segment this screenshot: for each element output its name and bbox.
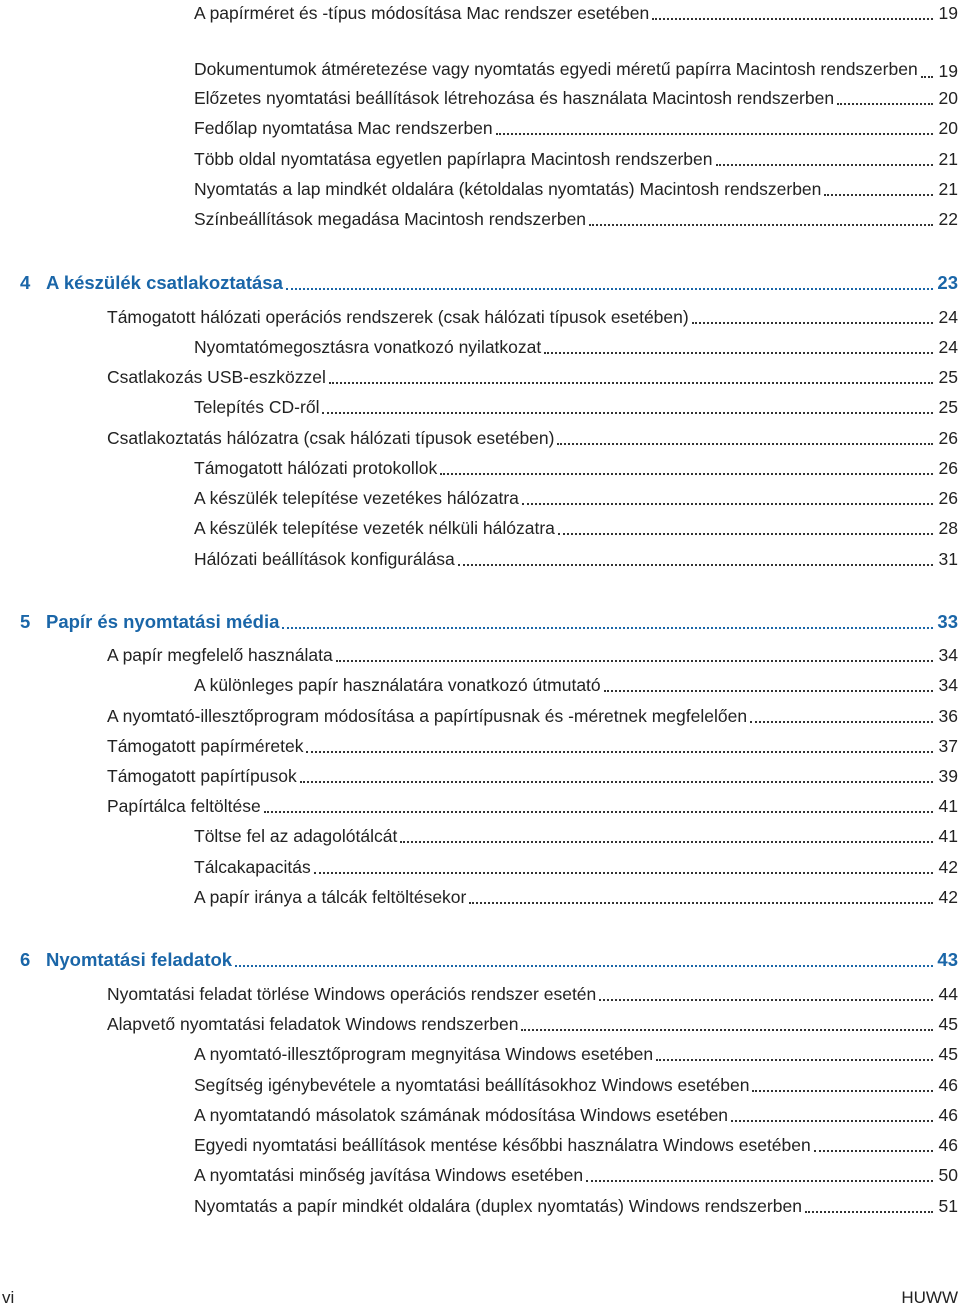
dot-leader	[586, 1180, 933, 1182]
toc-entry-title: Töltse fel az adagolótálcát	[194, 826, 398, 846]
dot-leader	[522, 503, 933, 505]
toc-chapter[interactable]	[20, 603, 958, 633]
toc-chapter[interactable]	[20, 264, 958, 294]
toc-entry-title: Támogatott papírtípusok	[107, 766, 297, 786]
toc-page-number: 19	[938, 3, 958, 23]
toc-entry[interactable]	[107, 1005, 958, 1035]
toc-entry[interactable]	[194, 1035, 958, 1065]
toc-page-number: 33	[937, 611, 958, 632]
dot-leader	[235, 965, 933, 967]
chapter-number: 4	[20, 272, 31, 293]
dot-leader	[837, 103, 933, 105]
toc-entry[interactable]	[107, 636, 958, 666]
toc-entry[interactable]	[107, 757, 958, 787]
toc-entry-title: A nyomtató-illesztőprogram módosítása a papírtípusnak és -méretnek megfelelően	[107, 706, 748, 726]
toc-entry-title: Támogatott hálózati protokollok	[194, 458, 438, 478]
toc-entry-title: Nyomtatás a papír mindkét oldalára (duplex nyomtatás) Windows rendszerben	[194, 1196, 802, 1216]
dot-leader	[264, 811, 933, 813]
toc-entry[interactable]	[107, 727, 958, 757]
toc-entry[interactable]	[194, 848, 958, 878]
dot-leader	[336, 660, 933, 662]
toc-entry-title: Támogatott hálózati operációs rendszerek (csak hálózati típusok esetében)	[107, 307, 689, 327]
toc-page-number: 45	[938, 1014, 958, 1034]
toc-page-number: 26	[938, 428, 958, 448]
toc-page-number: 28	[938, 518, 958, 538]
toc-page-number: 51	[938, 1196, 958, 1216]
toc-entry[interactable]	[194, 449, 958, 479]
toc-entry-title: A papírméret és -típus módosítása Mac rendszer esetében	[194, 3, 650, 23]
toc-page-number: 31	[938, 549, 958, 569]
toc-page-number: 20	[938, 118, 958, 138]
toc-page-number: 41	[938, 796, 958, 816]
dot-leader	[656, 1059, 933, 1061]
toc-page-number: 26	[938, 458, 958, 478]
toc-entry-title: Színbeállítások megadása Macintosh rendszerben	[194, 209, 587, 229]
toc-page-number: 26	[938, 488, 958, 508]
dot-leader	[400, 841, 933, 843]
dot-leader	[306, 751, 933, 753]
chapter-number: 6	[20, 949, 31, 970]
toc-entry[interactable]	[194, 200, 958, 230]
toc-entry-title: Nyomtatási feladat törlése Windows operációs rendszer esetén	[107, 984, 597, 1004]
dot-leader	[814, 1150, 933, 1152]
toc-page-number: 46	[938, 1135, 958, 1155]
toc-page-number: 41	[938, 826, 958, 846]
dot-leader	[824, 194, 933, 196]
toc-page-number: 24	[938, 337, 958, 357]
toc-entry[interactable]	[194, 817, 958, 847]
toc-page-number: 42	[938, 857, 958, 877]
toc-entry-title: Egyedi nyomtatási beállítások mentése későbbi használatra Windows esetében	[194, 1135, 811, 1155]
toc-entry-title: Hálózati beállítások konfigurálása	[194, 549, 455, 569]
dot-leader	[314, 872, 933, 874]
toc-entry[interactable]	[194, 170, 958, 200]
toc-entry[interactable]	[194, 1187, 958, 1217]
toc-entry-title: Előzetes nyomtatási beállítások létrehozása és használata Macintosh rendszerben	[194, 88, 835, 108]
toc-entry[interactable]	[194, 26, 958, 82]
toc-entry-title: A készülék telepítése vezetékes hálózatra	[194, 488, 519, 508]
toc-page-number: 25	[938, 397, 958, 417]
toc-entry-title: Csatlakozás USB-eszközzel	[107, 367, 326, 387]
dot-leader	[300, 781, 933, 783]
toc-entry[interactable]	[194, 140, 958, 170]
toc-entry[interactable]	[194, 479, 958, 509]
toc-entry-title: Dokumentumok átméretezése vagy nyomtatás egyedi méretű papírra Macintosh rendszerben	[194, 59, 918, 79]
dot-leader	[286, 288, 933, 290]
dot-leader	[496, 133, 933, 135]
toc-page-number: 36	[938, 706, 958, 726]
toc-page-number: 43	[937, 949, 958, 970]
footer-doc-code: HUWW	[901, 1288, 958, 1307]
toc-entry-title	[20, 272, 283, 294]
toc-entry-title: Nyomtatómegosztásra vonatkozó nyilatkozat	[194, 337, 542, 357]
toc-page-number: 34	[938, 645, 958, 665]
toc-entry-title: Segítség igénybevétele a nyomtatási beállításokhoz Windows esetében	[194, 1075, 750, 1095]
chapter-title: Papír és nyomtatási média	[46, 611, 280, 632]
toc-entry-title: Telepítés CD-ről	[194, 397, 320, 417]
toc-page-number: 37	[938, 736, 958, 756]
dot-leader	[731, 1120, 933, 1122]
dot-leader	[921, 76, 933, 78]
toc-entry-title: A papír iránya a tálcák feltöltésekor	[194, 887, 467, 907]
toc-entry-title	[20, 611, 279, 633]
chapter-title: Nyomtatási feladatok	[46, 949, 233, 970]
toc-entry-title: A készülék telepítése vezeték nélküli hálózatra	[194, 518, 555, 538]
toc-page-number: 46	[938, 1105, 958, 1125]
toc-entry-title: A nyomtatandó másolatok számának módosítása Windows esetében	[194, 1105, 729, 1125]
toc-entry-title: Papírtálca feltöltése	[107, 796, 261, 816]
dot-leader	[599, 999, 933, 1001]
toc-entry-title: Nyomtatás a lap mindkét oldalára (kétoldalas nyomtatás) Macintosh rendszerben	[194, 179, 822, 199]
dot-leader	[458, 564, 933, 566]
toc-entry[interactable]	[194, 1066, 958, 1096]
toc-page-number: 42	[938, 887, 958, 907]
toc-entry-title: Támogatott papírméretek	[107, 736, 304, 756]
dot-leader	[557, 443, 933, 445]
dot-leader	[544, 352, 933, 354]
dot-leader	[322, 412, 933, 414]
toc-entry-title: Több oldal nyomtatása egyetlen papírlapra Macintosh rendszerben	[194, 149, 713, 169]
toc-entry[interactable]	[194, 109, 958, 139]
toc-entry-title: Fedőlap nyomtatása Mac rendszerben	[194, 118, 493, 138]
toc-entry-title: A nyomtatási minőség javítása Windows esetében	[194, 1165, 584, 1185]
dot-leader	[604, 690, 933, 692]
toc-entry[interactable]	[107, 358, 958, 388]
toc-page-number: 25	[938, 367, 958, 387]
toc-entry-title: Tálcakapacitás	[194, 857, 311, 877]
toc-entry[interactable]	[194, 1096, 958, 1126]
toc-page-number: 39	[938, 766, 958, 786]
toc-page-number: 45	[938, 1044, 958, 1064]
toc-entry[interactable]	[194, 509, 958, 539]
toc-entry[interactable]	[107, 975, 958, 1005]
toc-entry-title: Alapvető nyomtatási feladatok Windows rendszerben	[107, 1014, 519, 1034]
toc-entry[interactable]	[107, 787, 958, 817]
dot-leader	[329, 382, 933, 384]
toc-page-number: 46	[938, 1075, 958, 1095]
toc-entry[interactable]	[107, 298, 958, 328]
toc-page-number: 44	[938, 984, 958, 1004]
toc-page-number: 34	[938, 675, 958, 695]
toc-entry-title: Csatlakoztatás hálózatra (csak hálózati típusok esetében)	[107, 428, 555, 448]
toc-page-number: 24	[938, 307, 958, 327]
toc-page-number: 21	[938, 179, 958, 199]
dot-leader	[521, 1029, 933, 1031]
toc-page-number: 19	[938, 61, 958, 81]
dot-leader	[469, 902, 933, 904]
toc-entry[interactable]	[194, 666, 958, 696]
toc-entry[interactable]	[194, 0, 958, 24]
dot-leader	[805, 1211, 933, 1213]
dot-leader	[440, 473, 933, 475]
toc-entry[interactable]	[194, 878, 958, 908]
toc-entry-title: A nyomtató-illesztőprogram megnyitása Windows esetében	[194, 1044, 654, 1064]
toc-entry-title	[20, 949, 232, 971]
toc-entry[interactable]	[107, 697, 958, 727]
toc-entry[interactable]	[107, 419, 958, 449]
toc-entry[interactable]	[194, 388, 958, 418]
dot-leader	[750, 721, 933, 723]
toc-entry-title: A különleges papír használatára vonatkozó útmutató	[194, 675, 601, 695]
dot-leader	[692, 322, 933, 324]
toc-entry[interactable]	[194, 328, 958, 358]
toc-chapter[interactable]	[20, 941, 958, 971]
toc-entry-title: A papír megfelelő használata	[107, 645, 333, 665]
toc-entry[interactable]	[194, 1156, 958, 1186]
dot-leader	[652, 18, 933, 20]
toc-page-number: 50	[938, 1165, 958, 1185]
dot-leader	[589, 224, 933, 226]
toc-page-number: 22	[938, 209, 958, 229]
chapter-title: A készülék csatlakoztatása	[46, 272, 283, 293]
toc-page-number: 21	[938, 149, 958, 169]
toc-entry[interactable]	[194, 540, 958, 570]
footer-page-number: vi	[2, 1288, 15, 1307]
toc-entry[interactable]	[194, 79, 958, 109]
dot-leader	[716, 164, 933, 166]
dot-leader	[752, 1090, 933, 1092]
chapter-number: 5	[20, 611, 31, 632]
dot-leader	[282, 627, 933, 629]
toc-page-number: 20	[938, 88, 958, 108]
toc-page-number: 23	[937, 272, 958, 293]
dot-leader	[558, 533, 933, 535]
toc-entry[interactable]	[194, 1126, 958, 1156]
